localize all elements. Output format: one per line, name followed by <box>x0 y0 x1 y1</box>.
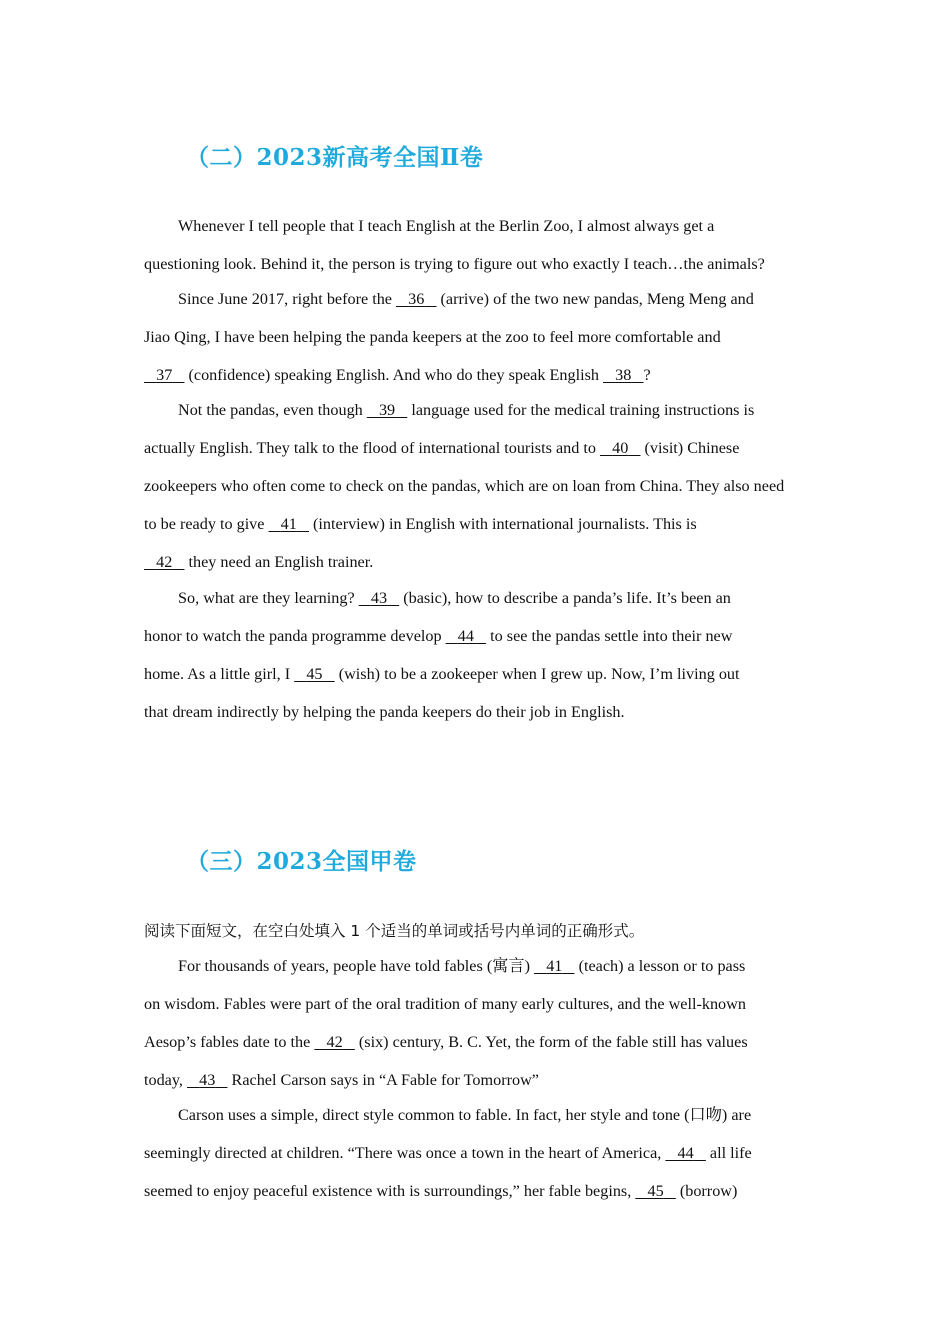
passage-line <box>144 1181 737 1201</box>
passage-text: (arrive) of the two new pandas, Meng Meng and <box>436 290 754 308</box>
passage-line <box>144 514 697 534</box>
passage-text: (interview) in English with international journalists. This is <box>308 515 697 533</box>
passage-text: Jiao Qing, I have been helping the panda keepers at the zoo to feel more comfortable and <box>144 328 721 346</box>
passage-text: on wisdom. Fables were part of the oral tradition of many early cultures, and the well-known <box>144 995 746 1013</box>
passage-line <box>144 438 739 458</box>
passage-line <box>144 365 651 385</box>
passage-line <box>144 1143 752 1163</box>
passage-text: ? <box>643 366 651 384</box>
blank-number: 40 <box>612 439 629 457</box>
passage-text: (confidence) speaking English. And who do they speak English <box>184 366 604 384</box>
blank-number: 44 <box>677 1144 694 1162</box>
passage-text: For thousands of years, people have told fables (寓言) <box>178 957 535 975</box>
passage-text: (visit) Chinese <box>640 439 740 457</box>
passage-line <box>144 327 721 347</box>
blank-number: 39 <box>378 401 396 419</box>
blank-number: 45 <box>647 1182 664 1200</box>
blank-number: 38 <box>615 366 632 384</box>
passage-line <box>178 400 754 420</box>
passage-line <box>144 702 625 722</box>
passage-text: to see the pandas settle into their new <box>486 627 733 645</box>
blank-number: 42 <box>326 1033 343 1051</box>
passage-text: (wish) to be a zookeeper when I grew up. Now, I’m living out <box>334 665 740 683</box>
passage-line <box>144 476 784 496</box>
passage-line <box>144 254 765 274</box>
passage-text: actually English. They talk to the flood of international tourists and to <box>144 439 601 457</box>
passage-text: today, <box>144 1071 188 1089</box>
section-title-2023-national-ii: （二）2023新高考全国Ⅱ卷 <box>186 144 484 171</box>
passage-text: Not the pandas, even though <box>178 401 367 419</box>
passage-text: Whenever I tell people that I teach English at the Berlin Zoo, I almost always get a <box>178 217 715 235</box>
blank-number: 43 <box>199 1071 216 1089</box>
passage-text: (teach) a lesson or to pass <box>574 957 746 975</box>
passage-line <box>178 289 754 309</box>
passage-text: Aesop’s fables date to the <box>144 1033 315 1051</box>
passage-line <box>178 956 745 976</box>
passage-text: (basic), how to describe a panda’s life. It’s been an <box>399 589 731 607</box>
passage-text: Since June 2017, right before the <box>178 290 397 308</box>
passage-text: they need an English trainer. <box>184 553 374 571</box>
passage-line <box>144 1070 539 1090</box>
passage-line <box>178 588 731 608</box>
blank-number: 41 <box>280 515 297 533</box>
passage-text: zookeepers who often come to check on the pandas, which are on loan from China. They also need <box>144 477 785 495</box>
passage-line <box>144 664 740 684</box>
passage-text: questioning look. Behind it, the person is trying to figure out who exactly I teach…the animals? <box>144 255 765 273</box>
passage-text: seemed to enjoy peaceful existence with is surroundings,” her fable begins, <box>144 1182 636 1200</box>
passage-text: language used for the medical training instructions is <box>407 401 755 419</box>
passage-text: (six) century, B. C. Yet, the form of the fable still has values <box>354 1033 748 1051</box>
passage-text: all life <box>705 1144 752 1162</box>
passage-line <box>144 994 746 1014</box>
passage-text: (borrow) <box>675 1182 738 1200</box>
passage-text: Carson uses a simple, direct style common to fable. In fact, her style and tone (口吻) are <box>178 1106 752 1124</box>
passage-line <box>144 1032 748 1052</box>
passage-text: Rachel Carson says in “A Fable for Tomorrow” <box>227 1071 539 1089</box>
passage-text: honor to watch the panda programme develop <box>144 627 446 645</box>
passage-text: seemingly directed at children. “There was once a town in the heart of America, <box>144 1144 666 1162</box>
blank-number: 44 <box>457 627 474 645</box>
passage-line <box>144 626 732 646</box>
passage-text: So, what are they learning? <box>178 589 359 607</box>
blank-number: 43 <box>370 589 388 607</box>
blank-number: 36 <box>408 290 425 308</box>
passage-line <box>178 216 714 236</box>
passage-line <box>178 1105 751 1125</box>
passage-text: that dream indirectly by helping the panda keepers do their job in English. <box>144 703 625 721</box>
blank-number: 37 <box>156 366 173 384</box>
section-title-2023-national-jia: （三）2023全国甲卷 <box>186 848 417 875</box>
passage-text: home. As a little girl, I <box>144 665 295 683</box>
passage-line <box>144 552 373 572</box>
blank-number: 45 <box>306 665 323 683</box>
passage-text: to be ready to give <box>144 515 269 533</box>
blank-number: 41 <box>546 957 563 975</box>
instruction-text: 阅读下面短文，在空白处填入 1 个适当的单词或括号内单词的正确形式。 <box>144 922 645 940</box>
blank-number: 42 <box>156 553 173 571</box>
